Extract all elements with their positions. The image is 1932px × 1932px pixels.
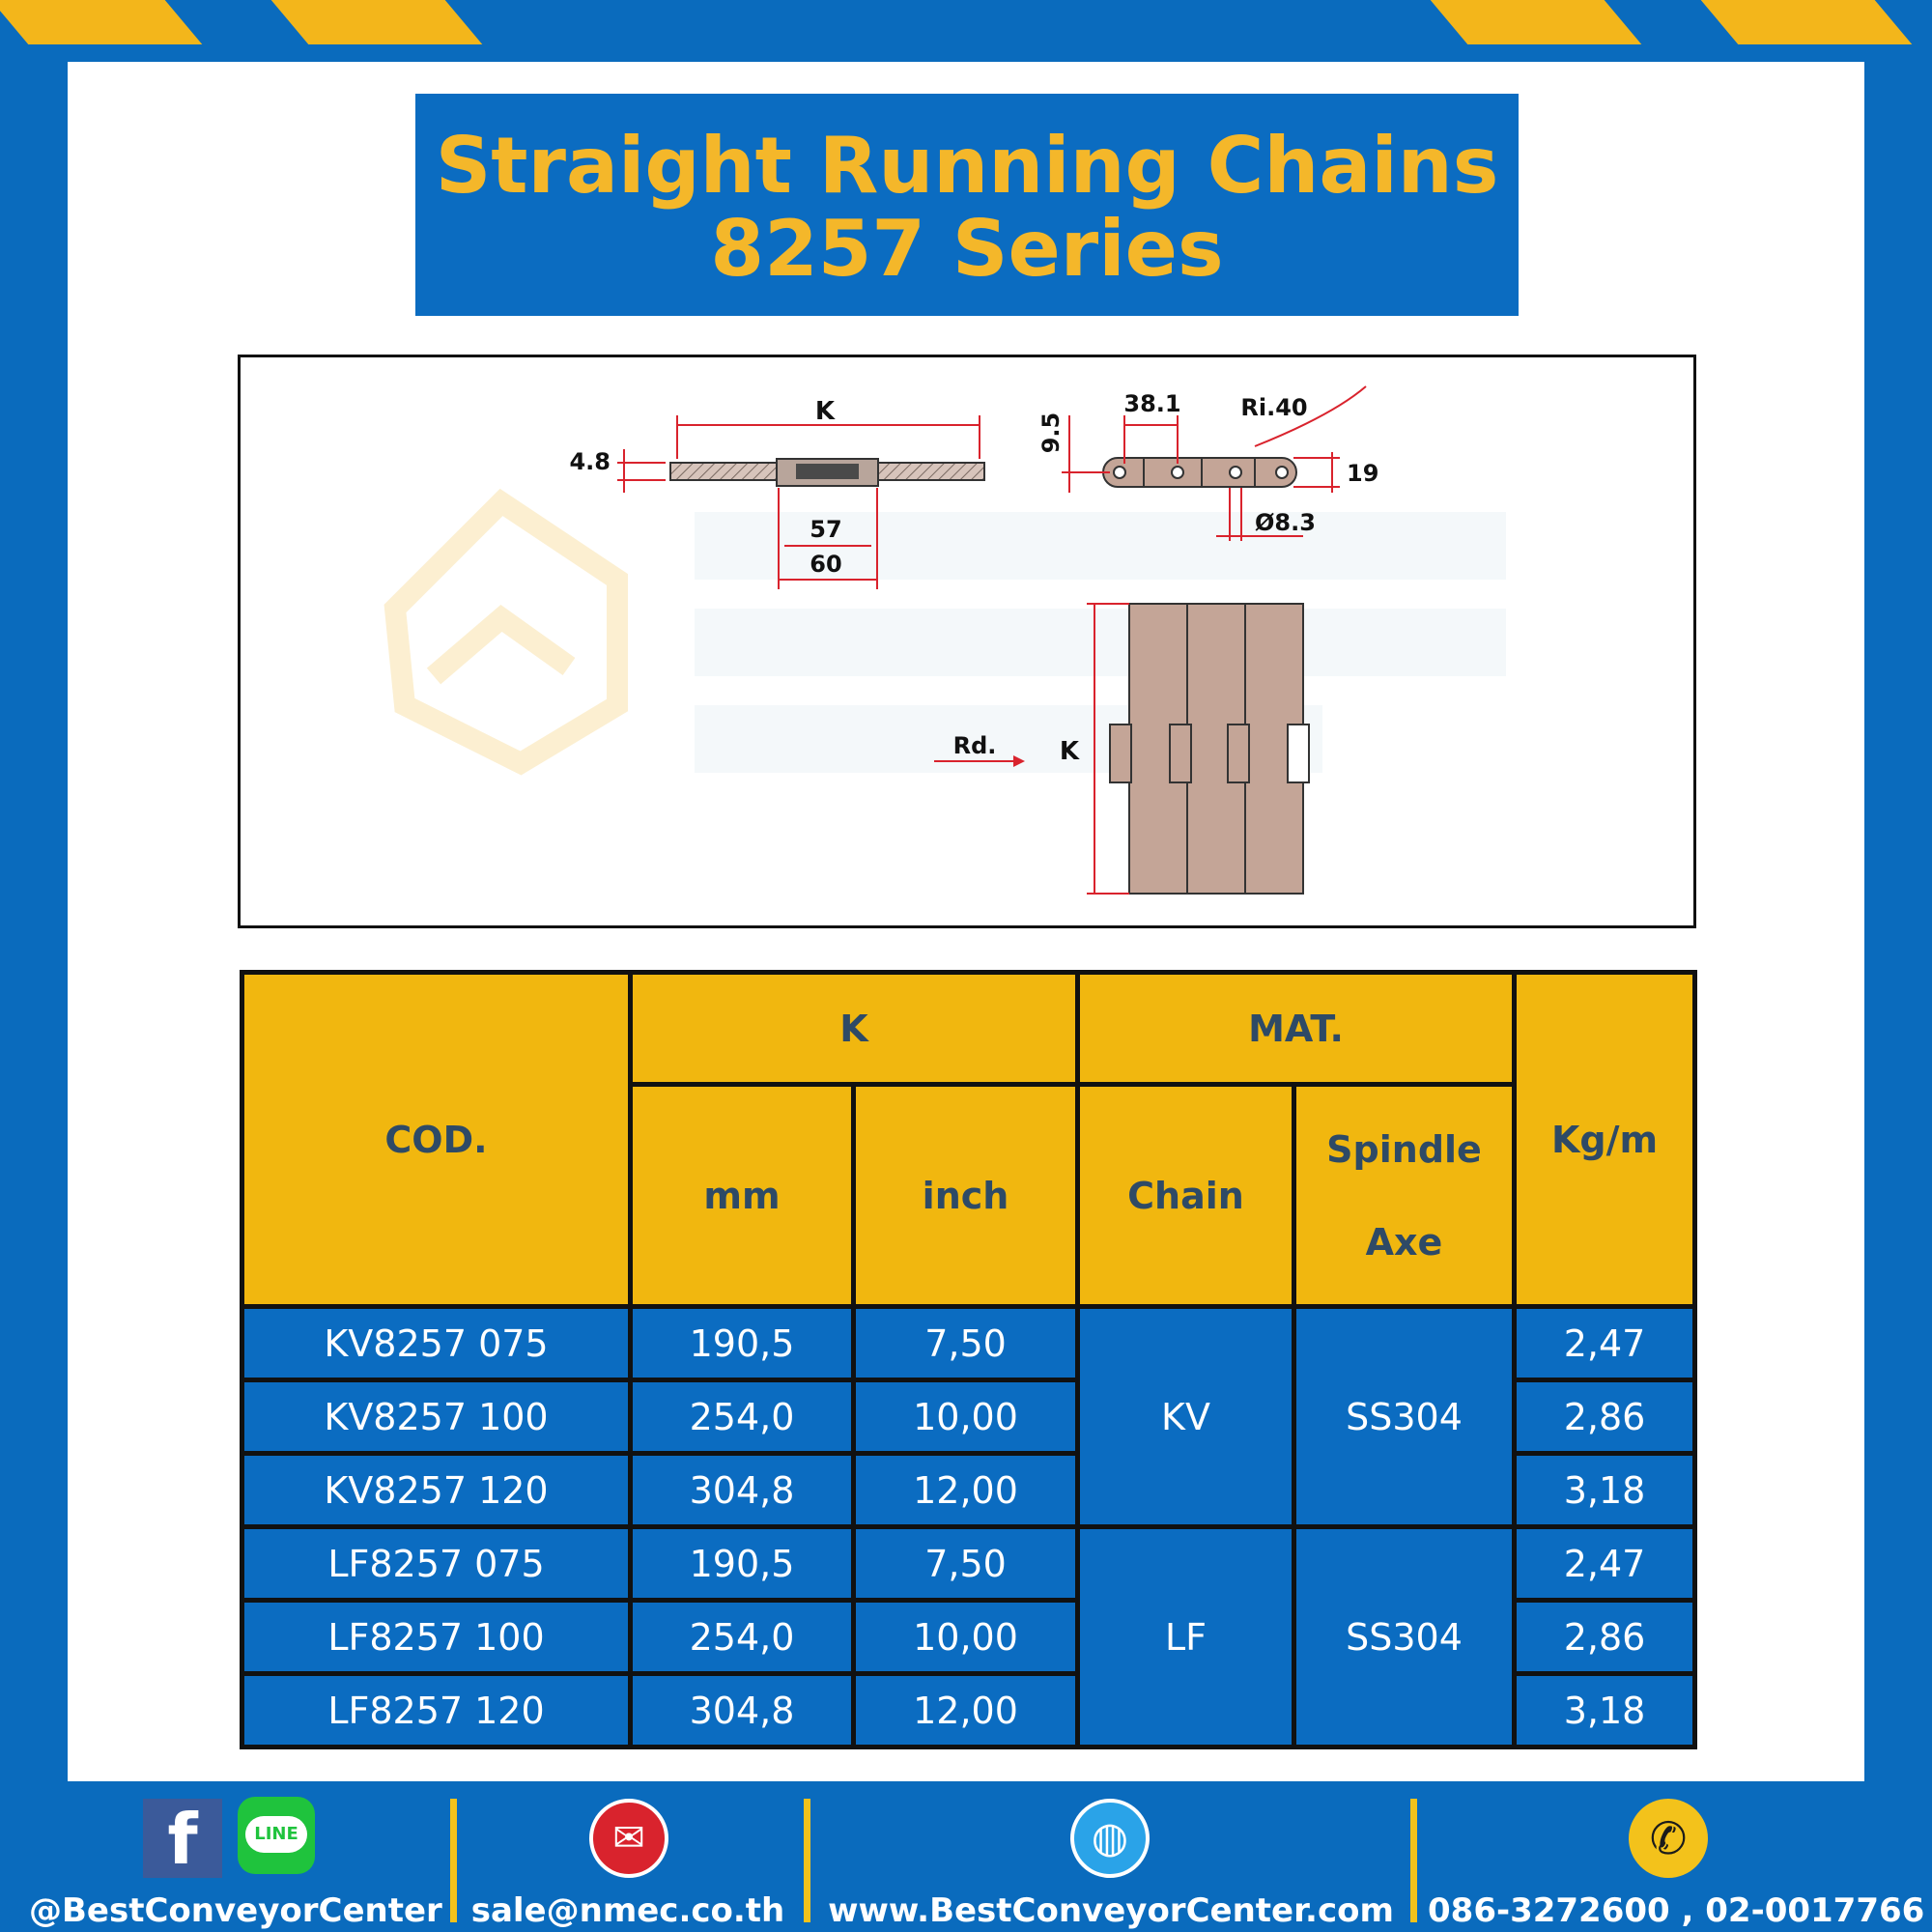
decor-stripe	[1701, 0, 1913, 44]
label-outer-width: 60	[810, 551, 842, 578]
email-icon[interactable]	[589, 1799, 668, 1878]
cell-cod: KV8257 075	[242, 1307, 631, 1380]
label-pitch: 38.1	[1123, 390, 1181, 417]
phone-icon-glyph: ✆	[1649, 1812, 1688, 1864]
header-k: K	[631, 973, 1078, 1085]
title-banner	[415, 94, 1519, 316]
decor-stripe	[0, 0, 202, 44]
cell-cod: LF8257 100	[242, 1601, 631, 1674]
label-inner-width: 57	[810, 516, 842, 543]
globe-icon-glyph: ◍	[1091, 1813, 1129, 1862]
email-icon-glyph: ✉	[612, 1816, 645, 1861]
header-cod: COD.	[242, 973, 631, 1307]
email-address[interactable]: sale@nmec.co.th	[470, 1891, 785, 1930]
cell-kgm: 3,18	[1515, 1454, 1695, 1527]
footer-divider	[804, 1799, 810, 1922]
cell-cod: KV8257 120	[242, 1454, 631, 1527]
line-icon-label: LINE	[245, 1816, 307, 1853]
cell-inch: 7,50	[854, 1527, 1078, 1601]
cell-inch: 10,00	[854, 1380, 1078, 1454]
cell-chain: KV	[1078, 1307, 1294, 1527]
cell-mm: 304,8	[631, 1454, 854, 1527]
cell-cod: LF8257 120	[242, 1674, 631, 1747]
cell-inch: 12,00	[854, 1674, 1078, 1747]
drawing-svg	[241, 357, 1693, 925]
label-side-height: 19	[1347, 460, 1379, 487]
header-spindle-line1: Spindle	[1326, 1127, 1482, 1171]
footer-divider	[450, 1799, 457, 1922]
header-chain: Chain	[1078, 1085, 1294, 1307]
facebook-icon-glyph: f	[167, 1799, 198, 1880]
phone-icon[interactable]	[1629, 1799, 1708, 1878]
label-pin-diameter: Ø8.3	[1255, 509, 1316, 536]
cell-kgm: 2,47	[1515, 1527, 1695, 1601]
cell-mm: 254,0	[631, 1601, 854, 1674]
cell-mm: 304,8	[631, 1674, 854, 1747]
facebook-icon[interactable]	[143, 1799, 222, 1878]
header-kgm: Kg/m	[1515, 973, 1695, 1307]
cell-kgm: 2,86	[1515, 1380, 1695, 1454]
cell-kgm: 3,18	[1515, 1674, 1695, 1747]
watermark-logo	[395, 502, 1506, 773]
label-thickness: 4.8	[569, 448, 611, 475]
decor-stripe	[271, 0, 483, 44]
cell-kgm: 2,47	[1515, 1307, 1695, 1380]
table-row	[242, 1527, 1695, 1601]
phone-numbers[interactable]: 086-3272600 , 02-0017766	[1428, 1891, 1925, 1930]
decor-stripe	[1431, 0, 1642, 44]
website-link[interactable]: www.BestConveyorCenter.com	[828, 1891, 1394, 1930]
cell-mm: 190,5	[631, 1527, 854, 1601]
globe-icon[interactable]	[1070, 1799, 1150, 1878]
cell-inch: 12,00	[854, 1454, 1078, 1527]
label-k-top: K	[814, 397, 836, 426]
header-inch: inch	[854, 1085, 1078, 1307]
cell-mm: 190,5	[631, 1307, 854, 1380]
cell-inch: 7,50	[854, 1307, 1078, 1380]
page-title: Straight Running Chains	[435, 121, 1499, 211]
label-radius: Ri.40	[1240, 394, 1308, 421]
cell-inch: 10,00	[854, 1601, 1078, 1674]
header-spindle	[1294, 1085, 1515, 1307]
cell-cod: KV8257 100	[242, 1380, 631, 1454]
header-spindle-line2: Axe	[1365, 1220, 1443, 1264]
technical-drawing	[238, 355, 1696, 928]
header-mat: MAT.	[1078, 973, 1515, 1085]
cell-cod: LF8257 075	[242, 1527, 631, 1601]
label-k-side: K	[1059, 737, 1080, 766]
cell-spindle: SS304	[1294, 1307, 1515, 1527]
social-handle[interactable]: @BestConveyorCenter	[29, 1891, 442, 1930]
table-row	[242, 1307, 1695, 1380]
label-height: 9.5	[1037, 412, 1065, 454]
page-subtitle: 8257 Series	[710, 204, 1224, 294]
cell-kgm: 2,86	[1515, 1601, 1695, 1674]
label-rd: Rd.	[952, 732, 997, 759]
cell-chain: LF	[1078, 1527, 1294, 1747]
line-icon[interactable]	[238, 1797, 315, 1874]
cell-spindle: SS304	[1294, 1527, 1515, 1747]
footer-divider	[1410, 1799, 1417, 1922]
cell-mm: 254,0	[631, 1380, 854, 1454]
spec-table	[240, 970, 1697, 1749]
header-mm: mm	[631, 1085, 854, 1307]
footer-bar	[0, 1787, 1932, 1932]
